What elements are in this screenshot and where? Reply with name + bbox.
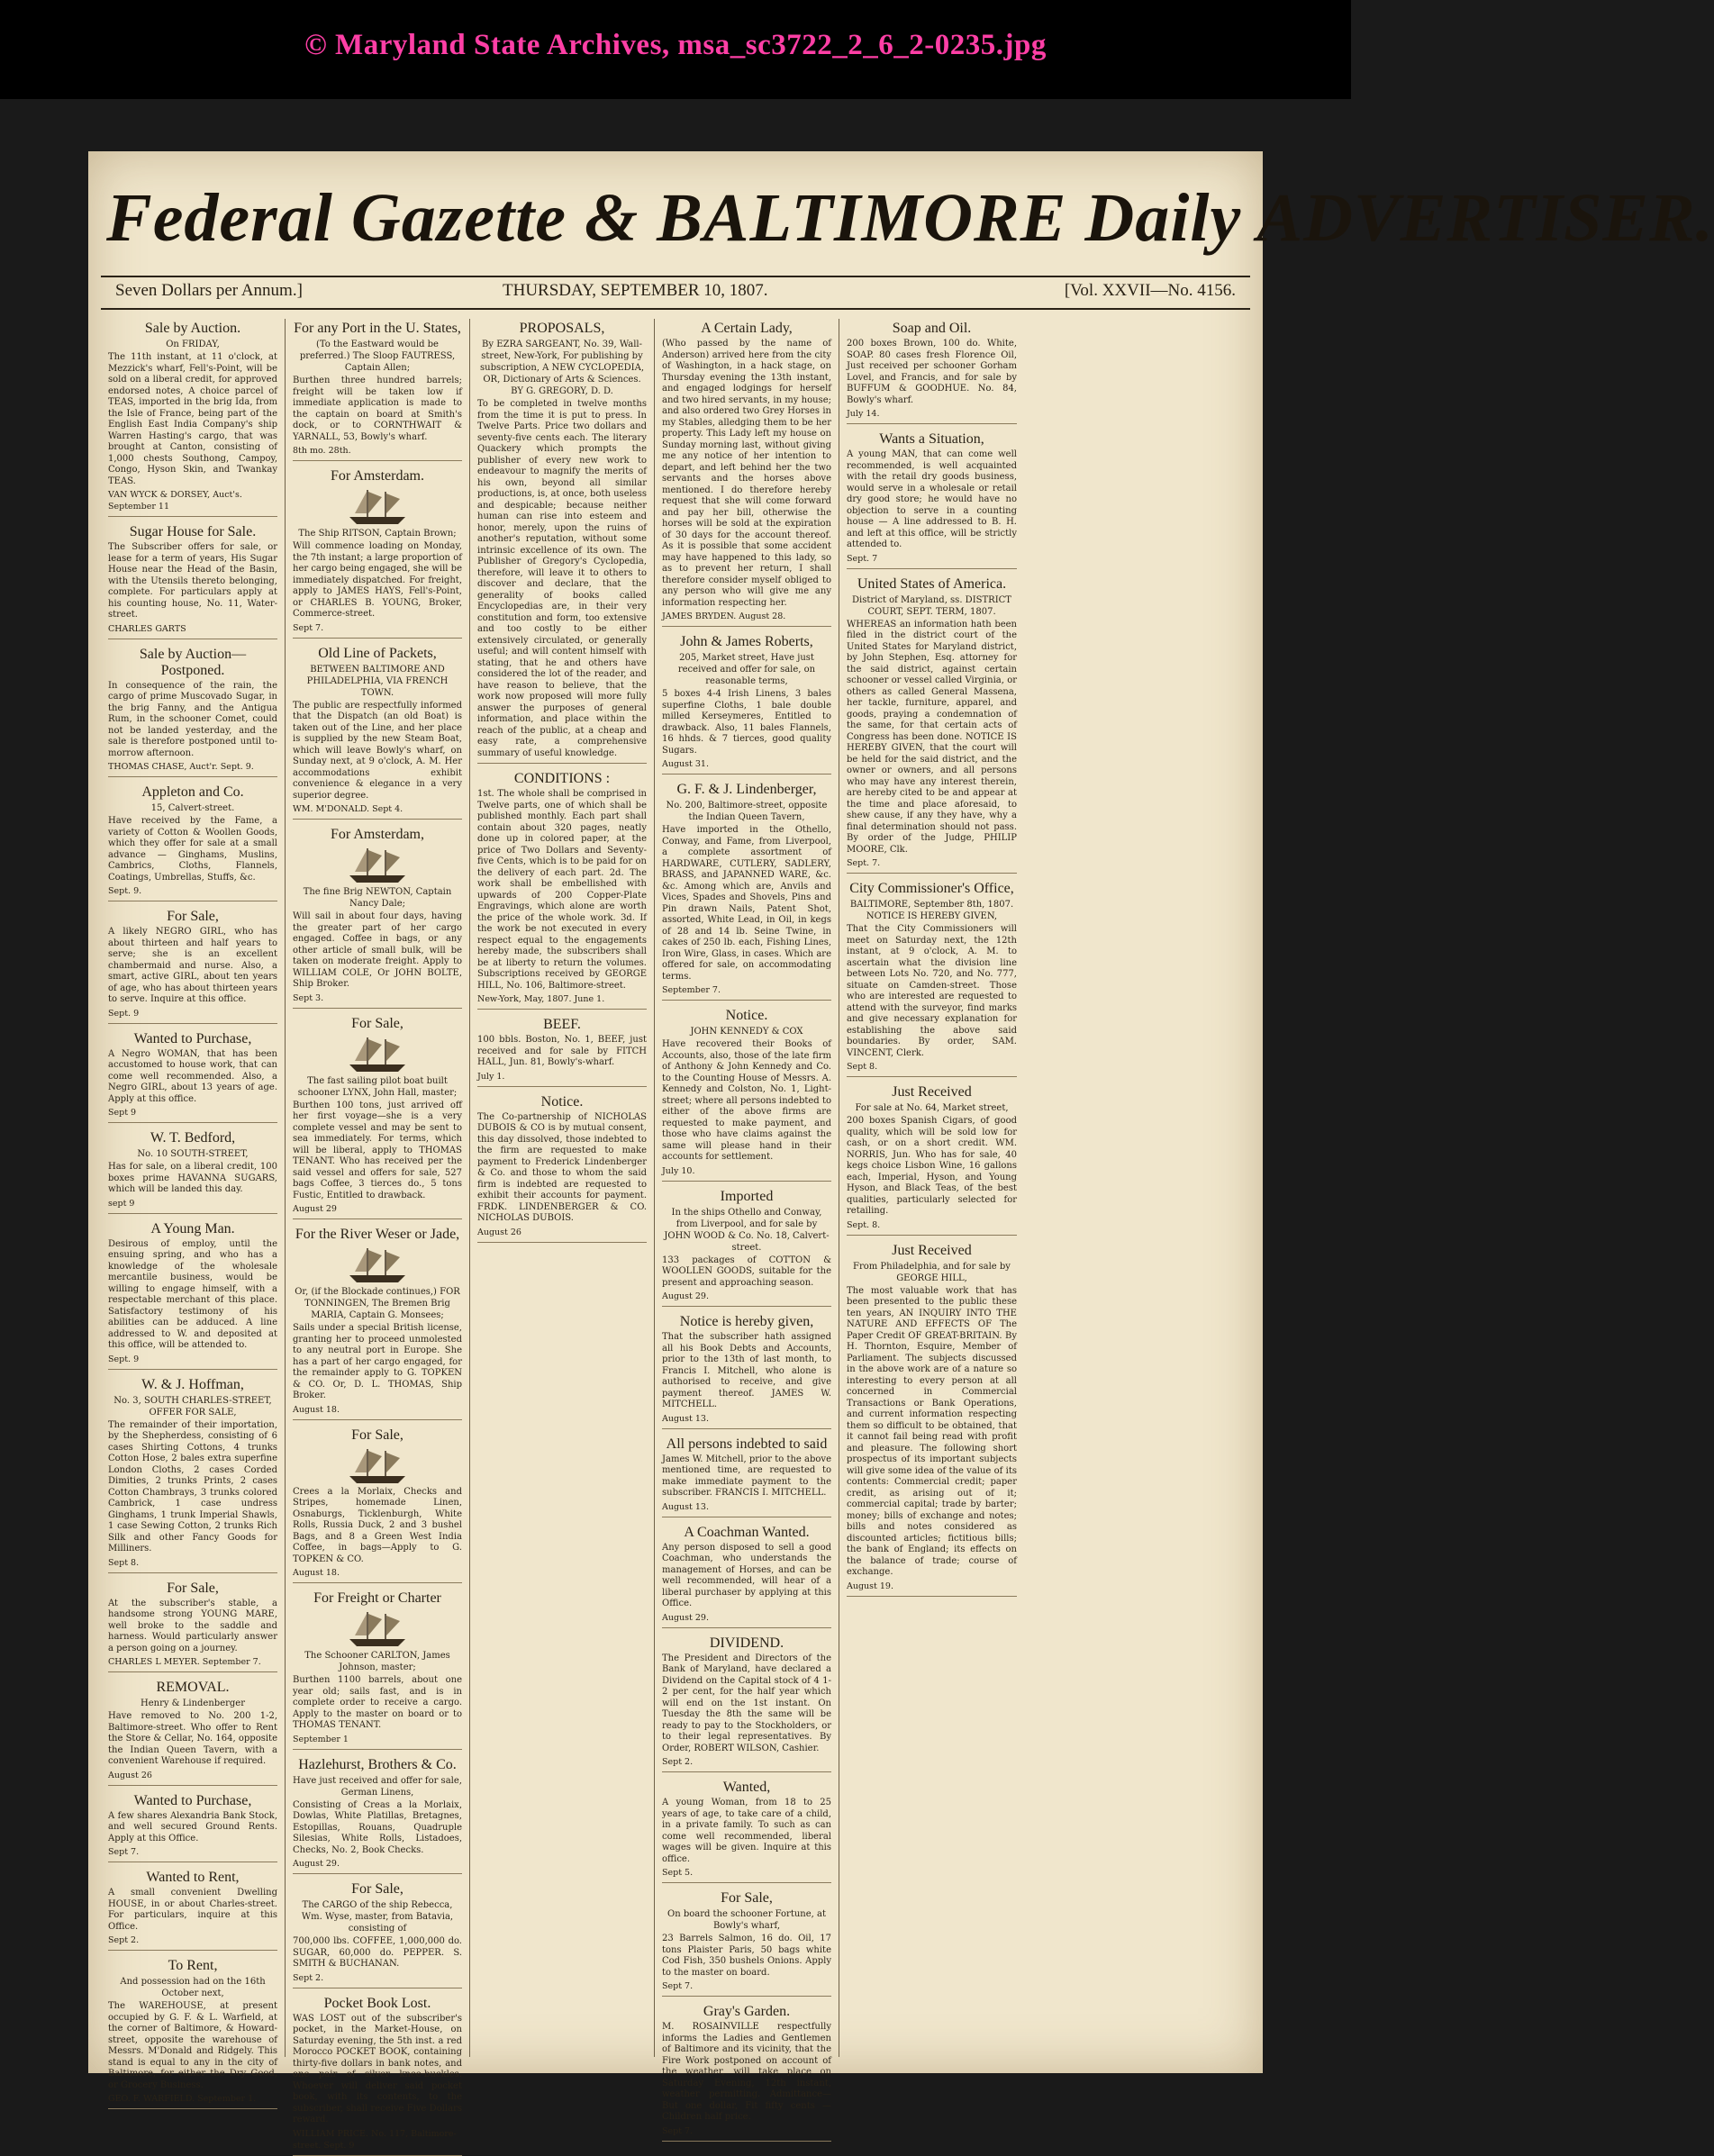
ad-heading: To Rent, bbox=[168, 1958, 218, 1973]
advertisement bbox=[477, 1017, 647, 1087]
ad-heading: Pocket Book Lost. bbox=[323, 1995, 431, 2011]
ad-subheading: No. 200, Baltimore-street, opposite the Indian Queen Tavern, bbox=[666, 801, 828, 822]
ad-signature-date: August 18. bbox=[293, 1404, 340, 1415]
advertisement bbox=[847, 1084, 1017, 1236]
ad-body: Will commence loading on Monday, the 7th instant; a large proportion of her cargo being engaged, she will be immediately dispatched. For freight, apply to JAMES HAYS, Fell's-Point, or CHARLES B. YOUNG, Broker, Commerce-street. bbox=[293, 541, 462, 619]
advertisement bbox=[293, 468, 462, 639]
advertisement bbox=[662, 782, 831, 1001]
advertisement bbox=[108, 1221, 277, 1370]
ad-signature-date: WM. M'DONALD. Sept 4. bbox=[293, 804, 404, 814]
ad-body: The Co-partnership of NICHOLAS DUBOIS & CO is by mutual consent, this day dissolved, those indebted to the firm are requested to make payment to Frederick Lindenberger & Co. and those to whom the said firm is indebted are requested to exhibit their accounts for payment. FRDK. LINDENBERGER & CO. NICHOLAS DUBOIS. bbox=[477, 1111, 647, 1223]
advertisement bbox=[662, 1189, 831, 1308]
ad-subheading: The CARGO of the ship Rebecca, Wm. Wyse, master, from Batavia, consisting of bbox=[301, 1900, 454, 1934]
ad-signature-date: CHARLES GARTS bbox=[108, 623, 186, 634]
advertisement bbox=[662, 1314, 831, 1429]
ad-heading: Appleton and Co. bbox=[141, 784, 244, 800]
ad-heading: Sale by Auction. bbox=[144, 321, 241, 336]
ad-body: 100 bbls. Boston, No. 1, BEEF, just received and for sale by FITCH HALL, Jun. 81, Bowly's-wharf. bbox=[477, 1035, 647, 1067]
ad-signature-date: Sept. 8. bbox=[847, 1219, 881, 1230]
advertisement bbox=[662, 321, 831, 627]
ad-heading: For Sale, bbox=[167, 909, 219, 924]
ad-heading: W. T. Bedford, bbox=[150, 1130, 236, 1146]
ad-heading: Notice is hereby given, bbox=[679, 1314, 814, 1329]
ad-signature-date: August 29. bbox=[662, 1612, 709, 1623]
ad-heading: Old Line of Packets, bbox=[318, 645, 437, 661]
ad-heading: United States of America. bbox=[857, 575, 1007, 592]
advertisement bbox=[477, 771, 647, 1010]
ad-body: A small convenient Dwelling HOUSE, in or about Charles-street. For particulars, inquire at this Office. bbox=[108, 1888, 277, 1932]
ad-body: The Subscriber offers for sale, or lease for a term of years, His Sugar House near the Head of the Basin, with the Utensils thereto belonging, complete. For particulars apply at his counting house, No. 11, Water-street. bbox=[108, 542, 277, 620]
ad-body: 200 boxes Brown, 100 do. White, SOAP. 80 cases fresh Florence Oil, Just received per schooner Gorham Lovel, and Francis, and for sale by BUFFUM & GOODHUE. No. 84, Bowly's wharf. bbox=[847, 339, 1017, 405]
ad-signature-date: Sept 2. bbox=[662, 1757, 694, 1767]
ad-heading: Imported bbox=[720, 1188, 774, 1204]
ad-body: Burthen 100 tons, just arrived off her first voyage—she is a very complete vessel and may be sent to sea immediately. For terms, which will be liberal, apply to THOMAS TENANT. Who has received per the said vessel and offers for sale, 527 bags Coffee, 3 tierces do., 5 tons Fustic, Entitled to drawback. bbox=[293, 1100, 462, 1200]
ad-signature-date: September 7. bbox=[662, 985, 721, 995]
ad-heading: Sale by Auction—Postponed. bbox=[139, 646, 247, 678]
advertisement bbox=[293, 1427, 462, 1584]
ad-signature-date: sept 9 bbox=[108, 1198, 135, 1209]
advertisement bbox=[662, 1436, 831, 1517]
advertisement bbox=[108, 1031, 277, 1124]
ad-body: Any person disposed to sell a good Coachman, who understands the management of Horses, and can be well recommended, will hear of a liberal purchaser by applying at this Office. bbox=[662, 1542, 831, 1608]
ad-signature-date: August 26 bbox=[108, 1770, 152, 1780]
ad-heading: CONDITIONS : bbox=[513, 771, 611, 786]
ad-subheading: District of Maryland, ss. DISTRICT COURT, SEPT. TERM, 1807. bbox=[852, 594, 1011, 617]
advertisement bbox=[293, 1016, 462, 1220]
masthead-rule bbox=[101, 276, 1250, 277]
ad-signature-date: Sept 7. bbox=[108, 1847, 140, 1857]
ad-heading: Gray's Garden. bbox=[703, 2004, 791, 2019]
ad-body: To be completed in twelve months from the time it is put to press. In Twelve Parts. Price two dollars and seventy-five cents each. The literary Quackery which prompts the publisher of every new work to endeavour to magnify the merits of his own, beyond all similar productions, is, at once, both useless and despicable; because neither human can rise into esteem and honor, merely, upon the ruins of another's reputation, without some intrinsic excellence of its own. The Publisher of Gregory's Cyclopedia, therefore, will leave it to others to discover and declare, that the generality of books called Encyclopedias are, in their very constitution and form, too extensive and too costly to be either extensively circulated, or generally useful; and will content himself with stating, that he and others have considered the lot of the reader, and have reason to believe, that the work now proposed will more fully answer the purposes of general information, and place within the reach of the public, at a cheap and easy rate, a comprehensive summary of useful knowledge. bbox=[477, 399, 647, 758]
ad-subheading: For sale at No. 64, Market street, bbox=[855, 1103, 1009, 1113]
ad-signature-date: Sept 8. bbox=[108, 1557, 140, 1568]
ad-heading: For Sale, bbox=[167, 1580, 219, 1596]
ad-heading: Wants a Situation, bbox=[879, 431, 984, 447]
ad-heading: A Young Man. bbox=[150, 1220, 235, 1237]
ad-subheading: BETWEEN BALTIMORE AND PHILADELPHIA, VIA FRENCH TOWN. bbox=[306, 664, 449, 698]
ad-body: The WAREHOUSE, at present occupied by G. F. & L. Warfield, at the corner of Baltimore, & Howard-street, opposite the warehouse of Messrs. M'Donald and Ridgely. This stand is equal to any in the city of Baltimore, for either the Dry Good, or Grocery Business. bbox=[108, 2001, 277, 2090]
ad-body: (Who passed by the name of Anderson) arrived here from the city of Washington, in a hack stage, on Thursday evening the 13th instant, and engaged lodgings for herself and two hired servants, in my house; and also ordered two Grey Horses in my Stables, alledging them to be her property. This Lady left my house on Sunday morning last, without giving me any notice of her intention to depart, and left behind her the two servants and the horses above mentioned. I do therefore hereby request that she will come forward and pay her bill, otherwise the horses will be sold at the expiration of 30 days for the account thereof. As it is possible that some accident may have happened to this lady, so as to prevent her return, I shall therefore consider myself obliged to any person who will give me any information respecting her. bbox=[662, 339, 831, 608]
ad-body: James W. Mitchell, prior to the above mentioned time, are requested to make immediate payment to the subscriber. FRANCIS I. MITCHELL. bbox=[662, 1454, 831, 1498]
ad-body: Has for sale, on a liberal credit, 100 boxes prime HAVANNA SUGARS, which will be landed this day. bbox=[108, 1162, 277, 1194]
column-2 bbox=[286, 319, 470, 2151]
advertisement bbox=[108, 1958, 277, 2109]
ad-signature-date: July 1. bbox=[477, 1071, 505, 1082]
ad-subheading: And possession had on the 16th October next, bbox=[120, 1977, 266, 1998]
ad-subheading: Or, (if the Blockade continues,) FOR TONNINGEN, The Bremen Brig MARIA, Captain G. Monsees; bbox=[295, 1287, 460, 1320]
ad-signature-date: September 1 bbox=[293, 1734, 349, 1744]
ad-subheading: Have just received and offer for sale, German Linens, bbox=[293, 1775, 462, 1798]
ad-body: Consisting of Creas a la Morlaix, Dowlas, White Platillas, Bretagnes, Estopillas, Rouans, Quadruple Silesias, White Rolls, Listadoes, Checks, No. 2, Book Checks. bbox=[293, 1799, 462, 1855]
ad-signature-date: Sept 7. bbox=[662, 1981, 694, 1991]
ad-heading: For Freight or Charter bbox=[313, 1590, 441, 1606]
ad-signature-date: Sept 9 bbox=[108, 1108, 137, 1118]
advertisement bbox=[108, 1793, 277, 1863]
ad-body: Have removed to No. 200 1-2, Baltimore-street. Who offer to Rent the Store & Cellar, No. 164, opposite the Indian Queen Tavern, with a convenient Warehouse if required. bbox=[108, 1711, 277, 1766]
ad-subheading: In the ships Othello and Conway, from Liverpool, and for sale by JOHN WOOD & Co. No. 18, Calvert-street. bbox=[664, 1207, 830, 1253]
ad-heading: For Sale, bbox=[721, 1890, 773, 1906]
ad-signature-date: 8th mo. 28th. bbox=[293, 446, 351, 456]
advertisement bbox=[847, 321, 1017, 424]
ad-subheading: On FRIDAY, bbox=[166, 340, 220, 349]
dateline bbox=[106, 281, 1245, 304]
ad-heading: For Amsterdam, bbox=[331, 827, 424, 842]
ad-heading: DIVIDEND. bbox=[709, 1635, 784, 1651]
ad-signature-date: Sept 2. bbox=[293, 1972, 324, 1983]
ad-body: Burthen 1100 barrels, about one year old; sails fast, and is in complete order to receive a cargo. Apply to the master on board or to THOMAS TENANT. bbox=[293, 1675, 462, 1730]
ad-heading: All persons indebted to said bbox=[666, 1436, 828, 1452]
ad-signature-date: August 18. bbox=[293, 1568, 340, 1578]
ad-subheading: No. 3, SOUTH CHARLES-STREET, OFFER FOR SALE, bbox=[113, 1395, 272, 1418]
ad-signature-date: Sept. 9. bbox=[108, 886, 142, 896]
advertisement bbox=[293, 1996, 462, 2156]
ad-body: 23 Barrels Salmon, 16 do. Oil, 17 tons Plaister Paris, 50 bags white Cod Fish, 350 bushels Onions. Apply to the master on board. bbox=[662, 1934, 831, 1978]
ad-heading: Notice. bbox=[540, 1093, 584, 1110]
ad-heading: G. F. & J. Lindenberger, bbox=[676, 782, 817, 797]
ad-body: In consequence of the rain, the cargo of prime Muscovado Sugar, in the brig Fanny, and the Antigua Rum, in the schooner Comet, could not be landed yesterday, and the sale is therefore postponed until to-morrow afternoon. bbox=[108, 680, 277, 758]
ad-heading: W. & J. Hoffman, bbox=[141, 1376, 244, 1392]
ad-heading: A Certain Lady, bbox=[701, 321, 793, 336]
column-5 bbox=[839, 319, 1024, 2057]
ad-subheading: The Ship RITSON, Captain Brown; bbox=[298, 529, 457, 539]
ad-heading: Sugar House for Sale. bbox=[129, 524, 257, 539]
ad-subheading: (To the Eastward would be preferred.) The Sloop FAUTRESS, Captain Allen; bbox=[299, 340, 456, 373]
article-columns bbox=[101, 319, 1250, 2151]
ad-body: A few shares Alexandria Bank Stock, and well secured Ground Rents. Apply at this Office. bbox=[108, 1810, 277, 1843]
advertisement bbox=[847, 1243, 1017, 1597]
ad-body: M. ROSAINVILLE respectfully informs the Ladies and Gentlemen of Baltimore and its vicinity, that the Fire Work postponed on account of the weather, will take place on Saturday Evening, 12th instant, weather permitting. Admittance—But one dollar, Fit fifty cents —Children half price. bbox=[662, 2022, 831, 2122]
ad-subheading: The Schooner CARLTON, James Johnson, master; bbox=[304, 1651, 450, 1672]
subscription-price: Seven Dollars per Annum.] bbox=[115, 281, 303, 300]
ad-body: 1st. The whole shall be comprised in Twelve parts, one of which shall be published monthly. Each part shall contain about 320 pages, neatly done up in colored paper, at the price of Two Dollars and Seventy-five Cents, which is to be paid for on the delivery of each part. 2d. The work shall be embellished with upwards of 200 Copper-Plate Engravings, which alone are worth the price of the whole work. 3d. If the work be not executed in every respect equal to the engagements hereby made, the subscribers shall be at liberty to return the volumes. Subscriptions received by GEORGE HILL, No. 106, Baltimore-street. bbox=[477, 789, 647, 991]
advertisement bbox=[108, 1130, 277, 1214]
ad-body: The public are respectfully informed that the Dispatch (an old Boat) is taken out of the Line, and her place is supplied by the new Steam Boat, which will leave Bowly's wharf, on Sunday next, at 9 o'clock, A. M. Her accommodations exhibit convenience & elegance in a very superior degree. bbox=[293, 700, 462, 801]
ad-body: Burthen three hundred barrels; freight will be taken low if immediate application is made to the captain on board at Smith's dock, or to CORNTHWAIT & YARNALL, 53, Bowly's wharf. bbox=[293, 376, 462, 442]
ad-heading: Just Received bbox=[892, 1084, 972, 1100]
ad-subheading: Henry & Lindenberger bbox=[140, 1699, 245, 1708]
advertisement bbox=[108, 1581, 277, 1673]
ad-body: 5 boxes 4-4 Irish Linens, 3 bales superfine Cloths, 1 bale double milled Kerseymeres, Entitled to drawback. Also, 11 bales Flannels, 16 hhds. & 7 tierces, good quality Sugars. bbox=[662, 689, 831, 756]
ship-woodcut-icon bbox=[346, 1445, 409, 1485]
advertisement bbox=[293, 1881, 462, 1988]
ad-signature-date: Sept 2. bbox=[108, 1935, 140, 1945]
advertisement bbox=[293, 1590, 462, 1750]
ad-subheading: By EZRA SARGEANT, No. 39, Wall-street, New-York, For publishing by subscription, A NEW CYCLOPEDIA, OR, Dictionary of Arts & Sciences. BY G. GREGORY, D. D. bbox=[480, 340, 644, 396]
ad-subheading: JOHN KENNEDY & COX bbox=[690, 1027, 803, 1037]
advertisement bbox=[293, 827, 462, 1009]
ad-body: Desirous of employ, until the ensuing spring, and who has a knowledge of the wholesale mercantile business, would be willing to engage himself, with a respectable merchant of this place. Satisfactory testimony of his abilities can be adduced. A line addressed to W. and deposited at this office, will be attended to. bbox=[108, 1238, 277, 1350]
ad-body: The remainder of their importation, by the Shepherdess, consisting of 6 cases Shirting Cottons, 4 trunks Cotton Hose, 2 bales extra superfine London Cloths, 2 cases Corded Dimities, 2 trunks Prints, 2 cases Cotton Chambrays, 3 trunks colored Cambrick, 1 case undress Ginghams, 1 trunk Imperial Shawls, 1 case Sewing Cotton, 2 trunks Rich Silk and other Fancy Goods for Milliners. bbox=[108, 1419, 277, 1554]
column-1 bbox=[101, 319, 286, 2104]
ad-signature-date: August 29. bbox=[662, 1291, 709, 1301]
ad-body: WAS LOST out of the subscriber's pocket, in the Market-House, on Saturday evening, the 5th inst. a red Morocco POCKET BOOK, containing thirty-five dollars in bank notes, and one pair of silver knee-buckles. Whoever will deliver said pocket book, with its contents, to the subscriber, shall receive Five Dollars reward. bbox=[293, 2013, 462, 2124]
ad-heading: For Sale, bbox=[351, 1881, 404, 1897]
advertisement bbox=[847, 881, 1017, 1077]
ad-subheading: From Philadelphia, and for sale by GEORGE HILL, bbox=[853, 1261, 1011, 1283]
ad-body: That the subscriber hath assigned all his Book Debts and Accounts, prior to the 13th of last month, to Francis I. Mitchell, who alone is authorised to receive, and give payment thereof. JAMES W. MITCHELL. bbox=[662, 1332, 831, 1409]
issue-date: THURSDAY, SEPTEMBER 10, 1807. bbox=[503, 281, 768, 300]
advertisement bbox=[662, 2004, 831, 2142]
advertisement bbox=[108, 1870, 277, 1951]
ad-signature-date: August 13. bbox=[662, 1413, 709, 1424]
advertisement bbox=[662, 1890, 831, 1997]
ad-body: Have imported in the Othello, Conway, and Fame, from Liverpool, a complete assortment of HARDWARE, CUTLERY, SADLERY, BRASS, and JAPANNED WARE, &c. &c. Among which are, Anvils and Vices, Spades and Shovels, Pins and Pin drawn Nails, Patent Shot, assorted, White Lead, in Oil, in kegs of 28 and 14 lb. Seine Twine, in cakes of 250 lb. each, Fishing Lines, Iron Wire, Glass, in cases. Which are offered for sale, on accommodating terms. bbox=[662, 825, 831, 982]
ad-body: The most valuable work that has been presented to the public these ten years, AN INQUIRY INTO THE NATURE AND EFFECTS OF The Paper Credit OF GREAT-BRITAIN. By H. Thornton, Esquire, Member of Parliament. The subjects discussed in the above work are of a nature so interesting to every person at all concerned in Commercial Transactions or Bank Operations, and current information respecting them so difficult to be obtained, that it cannot fail being read with profit and pleasure. The following short prospectus of its important subjects will give some idea of the value of its contents: Commercial credit; paper credit, as arising out of it; commercial capital; trade by barter; money; bills of exchange and notes; bills and notes considered as discounted articles; fictitious bills; the bank of England; its effects on the balance of trade; course of exchange. bbox=[847, 1285, 1017, 1577]
ad-heading: Just Received bbox=[892, 1242, 972, 1258]
ad-subheading: BALTIMORE, September 8th, 1807. NOTICE IS HEREBY GIVEN, bbox=[849, 900, 1014, 921]
ad-heading: For any Port in the U. States, bbox=[294, 321, 461, 336]
ad-signature-date: WILLIAM PRICE. No. 117, Baltimore-street. Sept. 9 bbox=[293, 2128, 457, 2151]
ad-heading: Wanted to Rent, bbox=[146, 1870, 240, 1885]
ad-heading: PROPOSALS, bbox=[519, 321, 605, 336]
advertisement bbox=[293, 1757, 462, 1875]
ad-body: A likely NEGRO GIRL, who has about thirteen and half years to serve; she is an excellent chambermaid and nurse. Also, a smart, active GIRL, about ten years of age, who has about thirteen years to serve. Inquire at this office. bbox=[108, 927, 277, 1004]
ad-signature-date: Sept 7. bbox=[293, 622, 324, 633]
ad-signature-date: Sept 8. bbox=[847, 1062, 878, 1072]
ad-signature-date: CHARLES L MEYER. September 7. bbox=[108, 1657, 261, 1667]
advertisement bbox=[108, 909, 277, 1024]
ad-body: The 11th instant, at 11 o'clock, at Mezzick's wharf, Fell's-Point, will be sold on a liberal credit, for approved endorsed notes, A choice parcel of TEAS, imported in the brig Ida, from the Isle of France, being part of the English East India Company's ship Warren Hasting's cargo, that was brought at Canton, consisting of 1,000 chests Southong, Campoy, Congo, Hyson Skin, and Twankay TEAS. bbox=[108, 352, 277, 486]
advertisement bbox=[108, 647, 277, 778]
ad-heading: BEEF. bbox=[543, 1017, 581, 1032]
ad-signature-date: VAN WYCK & DORSEY, Auct's. September 11 bbox=[108, 490, 242, 512]
ad-signature-date: New-York, May, 1807. June 1. bbox=[477, 994, 605, 1004]
ad-signature-date: August 29. bbox=[293, 1859, 340, 1869]
ad-signature-date: GEO. F. WARFIELD. September 1. bbox=[108, 2094, 257, 2104]
ad-subheading: The fine Brig NEWTON, Captain Nancy Dale; bbox=[303, 887, 452, 909]
advertisement bbox=[108, 524, 277, 639]
advertisement bbox=[293, 646, 462, 820]
advertisement bbox=[662, 1635, 831, 1773]
ad-signature-date: August 29 bbox=[293, 1204, 337, 1214]
ad-signature-date: August 31. bbox=[662, 759, 709, 769]
ad-body: A young Woman, from 18 to 25 years of age, to take care of a child, in a private family. To such as can come well recommended, liberal wages will be given. Inquire at this office. bbox=[662, 1798, 831, 1864]
masthead bbox=[106, 173, 1714, 272]
ad-heading: A Coachman Wanted. bbox=[684, 1524, 810, 1540]
ad-body: Crees a la Morlaix, Checks and Stripes, homemade Linen, Osnaburgs, Ticklenburgh, White Rolls, Russia Duck, 2 and 3 bushel Bags, and 8 a Green West India Coffee, in bags—Apply to G. TOPKEN & CO. bbox=[293, 1486, 462, 1564]
ad-signature-date: Sept. 9 bbox=[108, 1008, 140, 1019]
ad-heading: Hazlehurst, Brothers & Co. bbox=[298, 1756, 457, 1772]
newspaper-page bbox=[88, 151, 1714, 2151]
ad-subheading: No. 10 SOUTH-STREET, bbox=[137, 1149, 249, 1159]
ship-woodcut-icon bbox=[346, 1608, 409, 1648]
ad-body: Sails under a special British license, granting her to proceed unmolested to any neutral port in Europe. She has a part of her cargo engaged, for the remainder apply to G. TOPKEN & CO. Or, D. L. THOMAS, Ship Broker. bbox=[293, 1323, 462, 1400]
ad-subheading: 15, Calvert-street. bbox=[150, 803, 235, 813]
ad-signature-date: August 19. bbox=[847, 1581, 893, 1591]
ad-signature-date: JAMES BRYDEN. August 28. bbox=[662, 611, 786, 621]
ad-signature-date: July 14. bbox=[847, 409, 880, 419]
ad-heading: For Sale, bbox=[351, 1427, 404, 1443]
ad-body: Will sail in about four days, having the greater part of her cargo engaged. Coffee in bags, or any other article of small bulk, will be taken on moderate freight. Apply to WILLIAM COLE, Or JOHN BOLTE, Ship Broker. bbox=[293, 911, 462, 989]
ad-subheading: On board the schooner Fortune, at Bowly's wharf, bbox=[667, 1909, 826, 1931]
ad-heading: Wanted, bbox=[722, 1780, 771, 1795]
ad-heading: City Commissioner's Office, bbox=[849, 881, 1014, 896]
advertisement bbox=[108, 321, 277, 517]
ad-body: That the City Commissioners will meet on Saturday next, the 12th instant, at 9 o'clock, A. M. to ascertain what the division line between Lots No. 720, and No. 777, situate on Camden-street. Those who are interested are requested to attend with the surveyor, find marks and give necessary explanation for establishing the above said boundaries. By order, SAM. VINCENT, Clerk. bbox=[847, 924, 1017, 1058]
ad-heading: Wanted to Purchase, bbox=[133, 1792, 252, 1808]
advertisement bbox=[293, 1227, 462, 1420]
ad-heading: For Amsterdam. bbox=[331, 468, 424, 484]
ad-heading: For the River Weser or Jade, bbox=[295, 1227, 460, 1242]
ad-heading: John & James Roberts, bbox=[680, 634, 813, 649]
ad-body: Have recovered their Books of Accounts, also, those of the late firm of Anthony & John Kennedy and Co. to the Counting House of Messrs. A. Kennedy and Colston, No. 1, Light-street; where all persons indebted to either of the above firms are requested to make payment, and those who have claims against the same will please hand in their accounts for settlement. bbox=[662, 1039, 831, 1162]
advertisement bbox=[108, 784, 277, 901]
ad-signature-date: THOMAS CHASE, Auct'r. Sept. 9. bbox=[108, 762, 254, 772]
advertisement bbox=[293, 321, 462, 461]
ad-signature-date: July 10. bbox=[662, 1165, 695, 1176]
ad-signature-date: Sept. 9 bbox=[108, 1354, 140, 1364]
advertisement bbox=[108, 1680, 277, 1786]
ad-heading: Soap and Oil. bbox=[892, 321, 972, 336]
ad-body: 700,000 lbs. COFFEE, 1,000,000 do. SUGAR, 60,000 do. PEPPER. S. SMITH & BUCHANAN. bbox=[293, 1936, 462, 1969]
ad-signature-date: Sept 5. bbox=[662, 1868, 694, 1878]
ad-body: A Negro WOMAN, that has been accustomed to house work, that can come well recommended. Also, a Negro GIRL, about 13 years of age. Apply at this office. bbox=[108, 1048, 277, 1104]
ship-woodcut-icon bbox=[346, 845, 409, 884]
ad-signature-date: August 26 bbox=[477, 1227, 521, 1237]
ad-body: 133 packages of COTTON & WOOLLEN GOODS, suitable for the present and approaching season. bbox=[662, 1255, 831, 1288]
ad-subheading: The fast sailing pilot boat built schooner LYNX, John Hall, master; bbox=[297, 1075, 458, 1098]
advertisement bbox=[847, 576, 1017, 874]
ad-signature-date: Sept 7. bbox=[662, 2125, 694, 2136]
column-3 bbox=[470, 319, 655, 2057]
ad-heading: REMOVAL. bbox=[156, 1680, 230, 1695]
advertisement bbox=[662, 634, 831, 775]
ship-woodcut-icon bbox=[346, 1034, 409, 1073]
ad-body: Have received by the Fame, a variety of Cotton & Woollen Goods, which they offer for sale at a small advance — Ginghams, Muslins, Cambrics, Cloths, Flannels, Coatings, Umbrellas, Stuffs, &c. bbox=[108, 816, 277, 883]
advertisement bbox=[662, 1525, 831, 1628]
masthead-title: Federal Gazette & BALTIMORE Daily ADVERTISER. bbox=[106, 180, 1714, 256]
archive-watermark-banner: © Maryland State Archives, msa_sc3722_2_6_2-0235.jpg bbox=[0, 0, 1351, 99]
ad-signature-date: Sept. 7. bbox=[847, 858, 881, 868]
advertisement bbox=[662, 1008, 831, 1182]
advertisement bbox=[477, 1094, 647, 1243]
ad-signature-date: August 13. bbox=[662, 1501, 709, 1512]
ad-signature-date: Sept 3. bbox=[293, 992, 324, 1003]
advertisement bbox=[847, 431, 1017, 569]
ad-body: 200 boxes Spanish Cigars, of good quality, which will be sold low for cash, or on a short credit. WM. NORRIS, Jun. Who has for sale, 40 kegs choice Lisbon Wine, 16 gallons each, Imperial, Hyson, and Young Hyson, and Black Teas, of the best qualities, particularly selected for retailing. bbox=[847, 1116, 1017, 1216]
ship-woodcut-icon bbox=[346, 1245, 409, 1284]
ad-heading: For Sale, bbox=[351, 1015, 404, 1031]
ad-subheading: 205, Market street, Have just received and offer for sale, on reasonable terms, bbox=[677, 653, 816, 686]
column-4 bbox=[655, 319, 839, 2136]
advertisement bbox=[108, 1377, 277, 1573]
advertisement bbox=[662, 1780, 831, 1883]
dateline-rule bbox=[101, 308, 1250, 310]
ad-signature-date: Sept. 7 bbox=[847, 553, 878, 564]
ad-body: At the subscriber's stable, a handsome strong YOUNG MARE, well broke to the saddle and harness. Would particularly answer a person going on a journey. bbox=[108, 1598, 277, 1653]
ad-body: The President and Directors of the Bank of Maryland, have declared a Dividend on the Capital stock of 4 1-2 per cent, for the half year which will end on the 1st instant. On Tuesday the 8th the same will be ready to pay to the Stockholders, or to their legal representatives. By Order, ROBERT WILSON, Cashier. bbox=[662, 1653, 831, 1753]
advertisement bbox=[477, 321, 647, 764]
ad-body: A young MAN, that can come well recommended, is well acquainted with the retail dry goods business, would serve in a wholesale or retail dry good store; he would have no objection to serve in a counting house — A line addressed to B. H. and left at this office, will be strictly attended to. bbox=[847, 449, 1017, 549]
ad-body: WHEREAS an information hath been filed in the district court of the United States for Maryland district, by John Stephen, Esq. attorney for the said district, against certain schooner or vessel called Virginia, or others as called General Massena, her tackle, furniture, apparel, and goods, praying a condemnation of the same, for that certain acts of Congress has been done. NOTICE IS HEREBY GIVEN, that the court will be held for the said district, and the owner or owners, and all persons who may have any interest therein, are hereby cited to be and appear at the time and place aforesaid, to shew cause, if any they have, why a final determination should not pass. By order of the Judge, PHILIP MOORE, Clk. bbox=[847, 619, 1017, 855]
volume-number: [Vol. XXVII—No. 4156. bbox=[1064, 281, 1236, 300]
ad-heading: Notice. bbox=[725, 1008, 768, 1023]
ad-heading: Wanted to Purchase, bbox=[133, 1030, 252, 1046]
ship-woodcut-icon bbox=[346, 486, 409, 526]
